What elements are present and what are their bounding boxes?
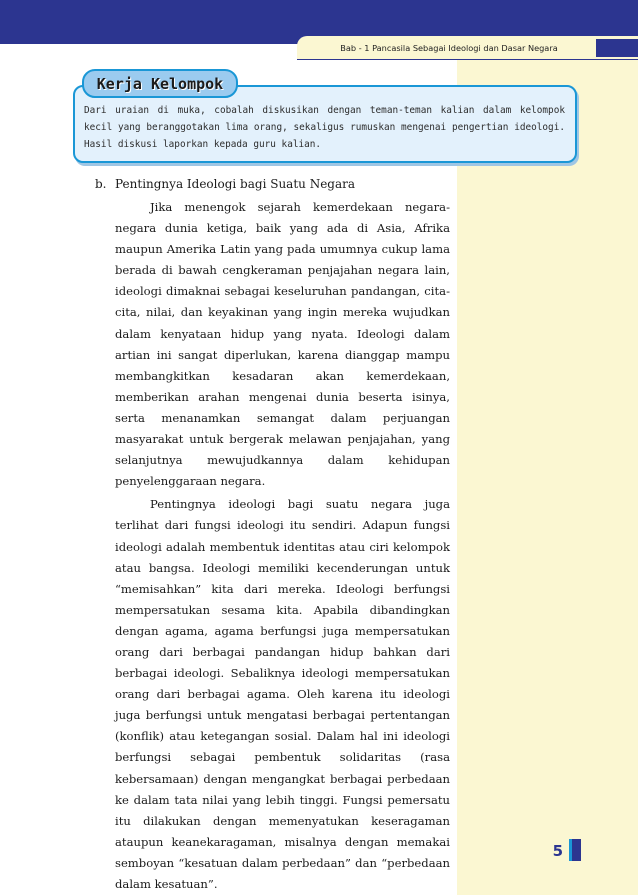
section-heading-text: Pentingnya Ideologi bagi Suatu Negara (115, 177, 356, 191)
chapter-accent (596, 39, 638, 57)
page-number: 5 (552, 842, 563, 860)
side-panel (457, 44, 638, 895)
kerja-kelompok-title: Kerja Kelompok (82, 69, 238, 98)
paragraph-1: Jika menengok sejarah kemerdekaan negara-negara dunia ketiga, baik yang ada di Asia, Afrika maupun Amerika Latin yang pada umumnya cukup lama berada di bawah cengkeraman penjajahan negara lain, ideologi dimaknai sebagai keseluruhan pandangan, cita-cita, nilai, dan keyakinan yang ingin mereka wujudkan dalam kenyataan hidup yang nyata. Ideologi dalam artian ini sangat diperlukan, karena dianggap mampu membangkitkan kesadaran akan kemerdekaan, memberikan arahan mengenai dunia beserta isinya, serta menanamkan semangat dalam perjuangan masyarakat untuk bergerak melawan penjajahan, yang selanjutnya mewujudkannya dalam kehidupan penyelenggaraan negara. (115, 200, 450, 489)
paragraph-2: Pentingnya ideologi bagi suatu negara juga terlihat dari fungsi ideologi itu sendiri. Adapun fungsi ideologi adalah membentuk identitas atau ciri kelompok atau bangsa. Ideologi memiliki kecenderungan untuk “memisahkan” kita dari mereka. Ideologi berfungsi mempersatukan sesama kita. Apabila dibandingkan dengan agama, agama berfungsi juga mempersatukan orang dari berbagai pandangan hidup bahkan dari berbagai ideologi. Sebaliknya ideologi mempersatukan orang dari berbagai agama. Oleh karena itu ideologi juga berfungsi untuk mengatasi berbagai pertentangan (konflik) atau ketegangan sosial. Dalam hal ini ideologi berfungsi sebagai pembentuk solidaritas (rasa kebersamaan) dengan mengangkat berbagai perbedaan ke dalam tata nilai yang lebih tinggi. Fungsi pemersatu itu dilakukan dengan memenyatukan keseragaman ataupun keanekaragaman, misalnya dengan memakai semboyan “kesatuan dalam perbedaan” dan “perbedaan dalam kesatuan”. (115, 497, 450, 891)
section-marker: b. (95, 177, 107, 191)
section-heading (95, 174, 450, 194)
section-content (95, 174, 450, 895)
page-number-marker (569, 839, 581, 861)
chapter-title: Bab - 1 Pancasila Sebagai Ideologi dan Dasar Negara (340, 43, 558, 53)
kerja-kelompok-body: Dari uraian di muka, cobalah diskusikan dengan teman-teman kalian dalam kelompok kecil yang beranggotakan lima orang, sekaligus rumuskan mengenai pengertian ideologi. Hasil diskusi laporkan kepada guru kalian. (84, 105, 565, 150)
